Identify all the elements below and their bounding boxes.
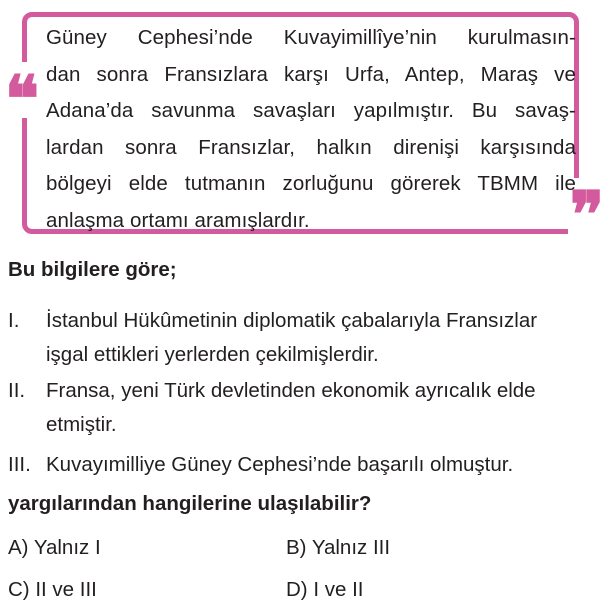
statement-line: Kuvayımilliye Güney Cephesi’nde başarılı olmuştur. <box>46 453 514 476</box>
question-stem: Bu bilgilere göre; <box>8 258 177 281</box>
statement-line: İstanbul Hükûmetinin diplomatik çabalarıyla Fransızlar <box>46 309 538 332</box>
statement-line: etmiştir. <box>46 413 117 436</box>
quote-line: dan sonra Fransızlara karşı Urfa, Antep, Maraş ve <box>46 62 576 86</box>
quote-line: Adana’da savunma savaşları yapılmıştır. Bu savaş- <box>46 99 576 122</box>
option-b[interactable]: B) Yalnız III <box>286 536 391 559</box>
quote-line: anlaşma ortamı aramışlardır. <box>46 208 310 232</box>
statement-numeral: II. <box>8 379 26 402</box>
statement-numeral: III. <box>8 453 31 476</box>
option-c[interactable]: C) II ve III <box>8 578 97 601</box>
statement-numeral: I. <box>8 309 20 332</box>
open-quote-icon: ❝ <box>2 62 42 118</box>
option-a[interactable]: A) Yalnız I <box>8 536 101 559</box>
quote-line: lardan sonra Fransızlar, halkın direnişi karşısında <box>46 135 576 159</box>
option-d[interactable]: D) I ve II <box>286 578 364 601</box>
statement-2 <box>8 374 607 442</box>
quote-line: bölgeyi elde tutmanın zorluğunu görerek TBMM ile <box>46 172 576 195</box>
statement-1 <box>8 304 607 372</box>
question-prompt: yargılarından hangilerine ulaşılabilir? <box>8 492 372 515</box>
statement-text <box>46 304 606 372</box>
statement-line: işgal ettikleri yerlerden çekilmişlerdir. <box>46 343 379 366</box>
statement-text <box>46 374 606 442</box>
close-quote-icon: ❞ <box>569 178 605 253</box>
statement-3 <box>8 448 607 482</box>
statement-line: Fransa, yeni Türk devletinden ekonomik ayrıcalık elde <box>46 379 536 402</box>
statement-text <box>46 448 606 482</box>
quote-line: Güney Cephesi’nde Kuvayimillîye’nin kurulmasın- <box>46 26 576 49</box>
quote-text <box>46 20 576 239</box>
